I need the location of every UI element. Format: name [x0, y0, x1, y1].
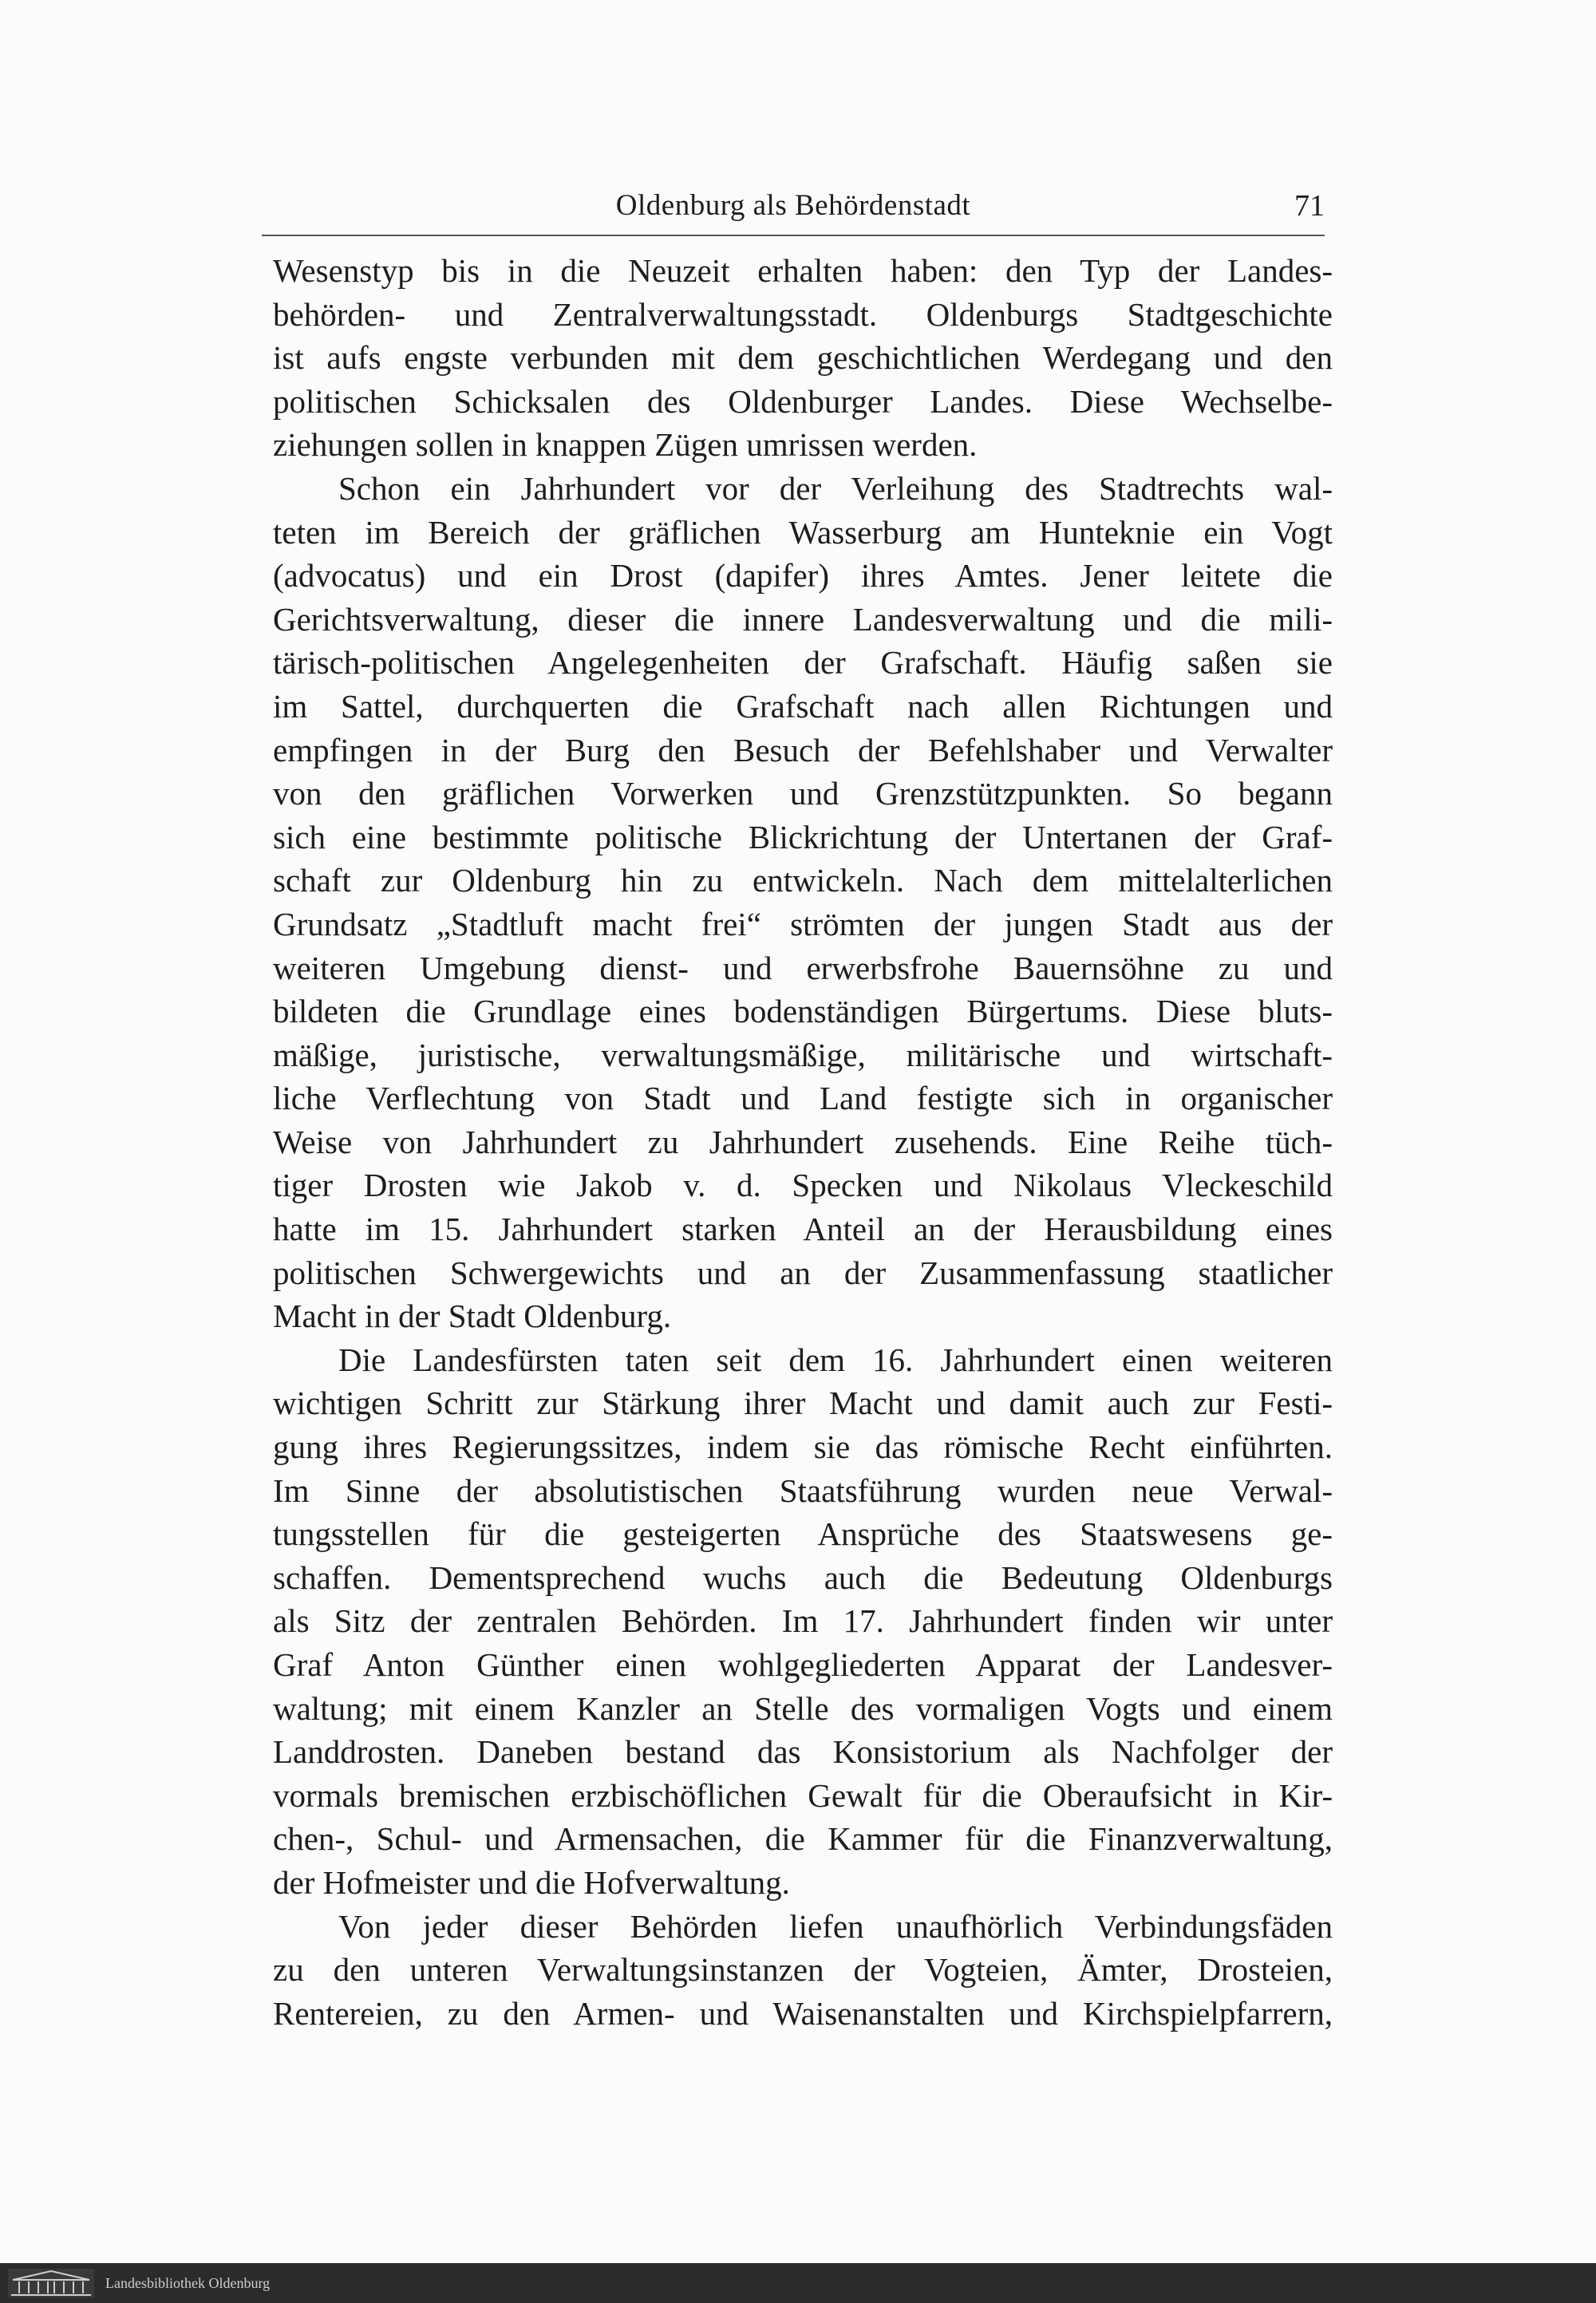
text-line: der Hofmeister und die Hofverwaltung.: [273, 1863, 790, 1901]
text-line: Im Sinne der absolutistischen Staatsführung wurden neue Verwal-: [273, 1471, 1333, 1509]
text-line: Landdrosten. Daneben bestand das Konsistorium als Nachfolger der: [273, 1733, 1333, 1771]
body-text: [273, 249, 1333, 2035]
text-line: weiteren Umgebung dienst- und erwerbsfrohe Bauernsöhne zu und: [273, 949, 1333, 986]
text-line: Wesenstyp bis in die Neuzeit erhalten haben: den Typ der Landes-: [273, 252, 1333, 289]
header-rule: [262, 235, 1325, 236]
text-line: Rentereien, zu den Armen- und Waisenanstalten und Kirchspielpfarrern,: [273, 1994, 1333, 2032]
footer-bar: [0, 2263, 1596, 2303]
text-line: schaft zur Oldenburg hin zu entwickeln. Nach dem mittelalterlichen: [273, 862, 1333, 899]
text-line: behörden- und Zentralverwaltungsstadt. Oldenburgs Stadtgeschichte: [273, 295, 1333, 333]
text-line: Weise von Jahrhundert zu Jahrhundert zusehends. Eine Reihe tüch-: [273, 1123, 1333, 1160]
text-line: liche Verflechtung von Stadt und Land festigte sich in organischer: [273, 1080, 1333, 1117]
text-line: politischen Schicksalen des Oldenburger Landes. Diese Wechselbe-: [273, 382, 1333, 420]
text-line: zu den unteren Verwaltungsinstanzen der Vogteien, Ämter, Drosteien,: [273, 1951, 1333, 1989]
text-line: Macht in der Stadt Oldenburg.: [273, 1298, 672, 1335]
text-line: wichtigen Schritt zur Stärkung ihrer Macht und damit auch zur Festi-: [273, 1385, 1333, 1422]
text-line: Von jeder dieser Behörden liefen unaufhörlich Verbindungsfäden: [338, 1907, 1333, 1945]
text-line: Gerichtsverwaltung, dieser die innere Landesverwaltung und die mili-: [273, 600, 1333, 638]
library-name: Landesbibliothek Oldenburg: [105, 2275, 271, 2291]
text-line: (advocatus) und ein Drost (dapifer) ihres Amtes. Jener leitete die: [273, 557, 1333, 595]
text-line: gung ihres Regierungssitzes, indem sie das römische Recht einführten.: [273, 1428, 1333, 1466]
text-line: chen-, Schul- und Armensachen, die Kammer für die Finanzverwaltung,: [273, 1820, 1333, 1858]
library-building-icon: [8, 2269, 94, 2297]
text-line: politischen Schwergewichts und an der Zusammenfassung staatlicher: [273, 1254, 1333, 1291]
text-line: tiger Drosten wie Jakob v. d. Specken und Nikolaus Vleckeschild: [273, 1167, 1333, 1204]
text-line: Schon ein Jahrhundert vor der Verleihung des Stadtrechts wal-: [338, 469, 1333, 507]
text-line: teten im Bereich der gräflichen Wasserburg am Hunteknie ein Vogt: [273, 513, 1333, 551]
running-head: [262, 182, 1325, 230]
text-line: Graf Anton Günther einen wohlgegliederten Apparat der Landesver-: [273, 1646, 1333, 1683]
text-line: sich eine bestimmte politische Blickrichtung der Untertanen der Graf-: [273, 818, 1333, 855]
text-line: ziehungen sollen in knappen Zügen umrissen werden.: [273, 426, 978, 464]
text-line: vormals bremischen erzbischöflichen Gewalt für die Oberaufsicht in Kir-: [273, 1776, 1333, 1814]
text-line: mäßige, juristische, verwaltungsmäßige, militärische und wirtschaft-: [273, 1036, 1333, 1073]
text-line: bildeten die Grundlage eines bodenständigen Bürgertums. Diese bluts-: [273, 993, 1333, 1030]
text-line: Die Landesfürsten taten seit dem 16. Jahrhundert einen weiteren: [338, 1341, 1333, 1378]
page-number: 71: [1294, 189, 1325, 223]
text-line: als Sitz der zentralen Behörden. Im 17. Jahrhundert finden wir unter: [273, 1602, 1333, 1640]
text-line: tärisch-politischen Angelegenheiten der Grafschaft. Häufig saßen sie: [273, 644, 1333, 681]
running-title: Oldenburg als Behördenstadt: [615, 189, 971, 222]
text-line: waltung; mit einem Kanzler an Stelle des vormaligen Vogts und einem: [273, 1689, 1333, 1727]
text-line: Grundsatz „Stadtluft macht frei“ strömten der jungen Stadt aus der: [273, 905, 1333, 942]
text-line: tungsstellen für die gesteigerten Ansprüche des Staatswesens ge-: [273, 1515, 1333, 1553]
text-line: hatte im 15. Jahrhundert starken Anteil an der Herausbildung eines: [273, 1211, 1333, 1248]
text-line: ist aufs engste verbunden mit dem geschichtlichen Werdegang und den: [273, 339, 1333, 377]
text-line: empfingen in der Burg den Besuch der Befehlshaber und Verwalter: [273, 731, 1333, 768]
text-line: von den gräflichen Vorwerken und Grenzstützpunkten. So begann: [273, 775, 1333, 812]
text-line: schaffen. Dementsprechend wuchs auch die Bedeutung Oldenburgs: [273, 1558, 1333, 1596]
text-line: im Sattel, durchquerten die Grafschaft nach allen Richtungen und: [273, 687, 1333, 725]
